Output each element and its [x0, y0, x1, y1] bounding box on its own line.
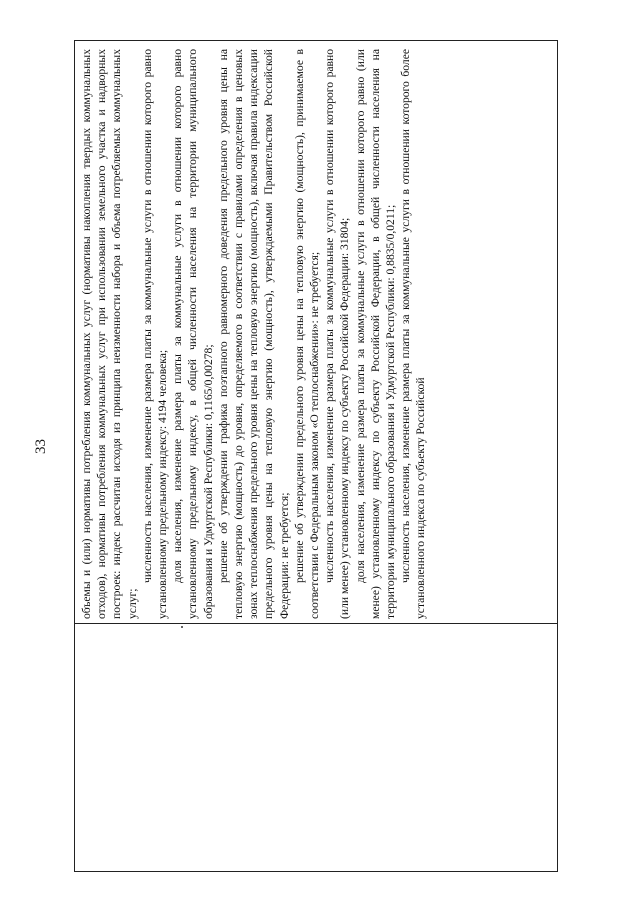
scan-speck [181, 626, 183, 628]
paragraph-heat-price-limit: решение об утверждении предельного уровня цены на тепловую энергию (мощность), принимаемое в соответствии с Федеральным законом «О теплоснабжении»: не требуется; [292, 49, 322, 619]
paragraph-share-equal: доля населения, изменение размера платы за коммунальные услуги в отношении которого равно установленному предельному индексу, в общей численности населения на территории муниципального образования и Удмуртской Республики: 0,1165/0,00278; [171, 49, 215, 619]
paragraph-population-equal: численность населения, изменение размера платы за коммунальные услуги в отношении которого равно установленному предельному индексу: 4194 человека; [140, 49, 170, 619]
page-number: 33 [33, 439, 49, 454]
paragraph-population-equal-or-less: численность населения, изменение размера платы за коммунальные услуги в отношении которого равно (или менее) установленному индексу по субъекту Российской Федерации: 31804; [323, 49, 352, 619]
paragraph-heat-price-schedule: решение об утверждении графика поэтапного равномерного доведения предельного уровня цены на тепловую энергию (мощность) до уровня, определяемого в соответствии с правилами определения в ценовых зонах теплоснабжения предельного уровня цены на тепловую энергию (мощность), включая правила индексации предельного уровня цены на тепловую энергию (мощность), утверждаемыми Правительством Российской Федерации: не требуется; [216, 49, 291, 619]
paragraph-consumption-volumes: объемы и (или) нормативы потребления коммунальных услуг (нормативы накопления твердых коммунальных отходов), нормативы потребления коммунальных услуг при использовании земельного участка и надворных построек: индекс рассчитан исходя из принципа неизменности набора и объема потребляемых коммунальных услуг; [80, 49, 139, 619]
table-frame [74, 40, 558, 872]
table-cell-text [75, 41, 559, 625]
paragraph-share-equal-or-less: доля населения, изменение размера платы за коммунальные услуги в отношении которого равно (или менее) установленному индексу по субъекту Российской Федерации, в общей численности населения на территории муниципального образования и Удмуртской Республики: 0,8835/0,0211; [353, 49, 398, 619]
paragraph-population-more: численность населения, изменение размера платы за коммунальные услуги в отношении которого более установленного индекса по субъекту Российской [399, 49, 428, 619]
